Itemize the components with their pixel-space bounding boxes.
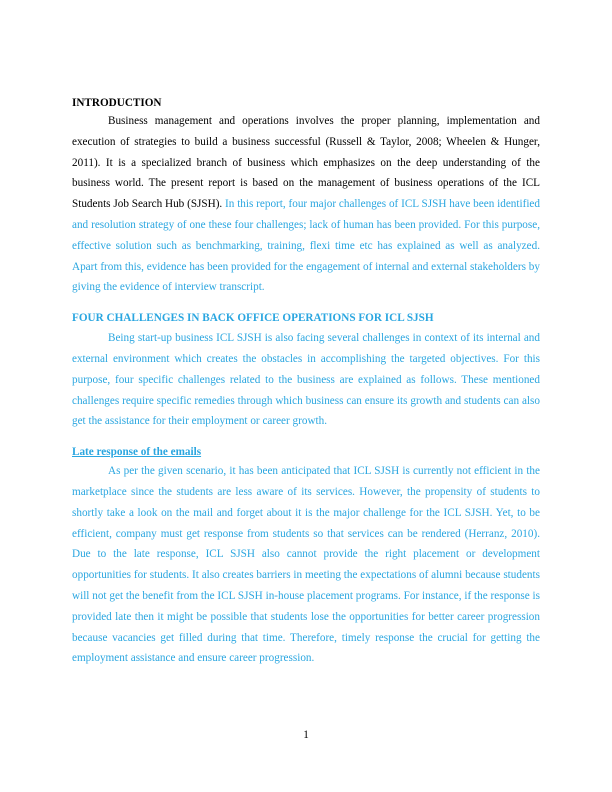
late-response-heading: Late response of the emails [72,446,202,459]
challenges-paragraph: Being start-up business ICL SJSH is also facing several challenges in context of its internal and external environment which creates the obstacles in accomplishing the targeted objectives. For this purpose, four specific challenges related to the business are explained as follows. These mentioned challenges require specific remedies through which business can ensure its growth and students can also get the assistance for their employment or career growth. [72,332,540,428]
document-page [72,95,540,669]
intro-text-black: Business management and operations involves the proper planning, implementation and execution of strategies to build a business successful (Russell & Taylor, 2008; Wheelen & Hunger, 2011). It is a specialized branch of business which emphasizes on the deep understanding of the business world. The present report is based on the management of business operations of the ICL Students Job Search Hub (SJSH). [72,115,540,211]
intro-paragraph [72,111,540,298]
intro-heading: INTRODUCTION [72,97,162,109]
intro-text-blue: In this report, four major challenges of ICL SJSH have been identified and resolution strategy of one these four challenges; lack of human has been provided. For this purpose, effective solution such as benchmarking, training, flexi time etc has explained as well as analyzed. Apart from this, evidence has been provided for the engagement of internal and external stakeholders by giving the evidence of interview transcript. [72,198,540,294]
page-number: 1 [303,729,309,741]
challenges-heading: FOUR CHALLENGES IN BACK OFFICE OPERATIONS FOR ICL SJSH [72,312,434,325]
late-response-paragraph: As per the given scenario, it has been anticipated that ICL SJSH is currently not efficient in the marketplace since the students are less aware of its services. However, the propensity of students to shortly take a look on the mail and forget about it is the major challenge for the ICL SJSH. Yet, to be efficient, company must get response from students so that services can be rendered (Herranz, 2010). Due to the late response, ICL SJSH also cannot provide the right placement or development opportunities for students. It also creates barriers in meeting the expectations of alumni because students will not get the benefit from the ICL SJSH in-house placement programs. For instance, if the response is provided late then it might be possible that students lose the opportunities for better career progression because vacancies get filled during that time. Therefore, timely response the crucial for getting the employment assistance and ensure career progression. [72,465,540,665]
